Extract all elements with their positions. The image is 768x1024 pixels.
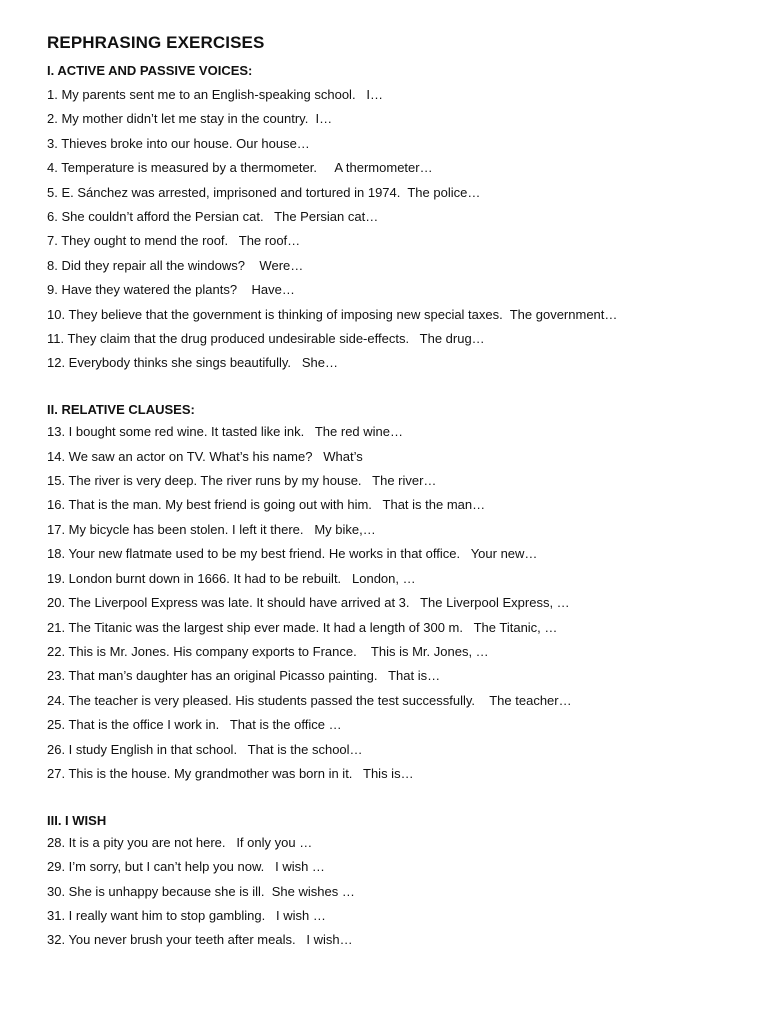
section-i-wish — [47, 811, 747, 953]
exercise-item: 8. Did they repair all the windows? Were… — [47, 257, 304, 273]
exercise-item: 21. The Titanic was the largest ship ever made. It had a length of 300 m. The Titanic, … — [47, 619, 558, 635]
exercise-item: 17. My bicycle has been stolen. I left it there. My bike,… — [47, 521, 376, 537]
exercise-list — [47, 83, 747, 376]
exercise-item: 5. E. Sánchez was arrested, imprisoned and tortured in 1974. The police… — [47, 184, 481, 200]
exercise-item: 32. You never brush your teeth after meals. I wish… — [47, 932, 353, 948]
section-heading: I. ACTIVE AND PASSIVE VOICES: — [47, 63, 253, 78]
section-active-passive — [47, 61, 747, 376]
exercise-item: 2. My mother didn’t let me stay in the country. I… — [47, 111, 333, 127]
exercise-item: 12. Everybody thinks she sings beautifully. She… — [47, 355, 338, 371]
exercise-item: 6. She couldn’t afford the Persian cat. The Persian cat… — [47, 209, 379, 225]
exercise-item: 29. I’m sorry, but I can’t help you now. I wish … — [47, 859, 325, 875]
exercise-item: 30. She is unhappy because she is ill. She wishes … — [47, 883, 355, 899]
exercise-item: 28. It is a pity you are not here. If only you … — [47, 834, 313, 850]
exercise-item: 23. That man’s daughter has an original Picasso painting. That is… — [47, 668, 441, 684]
exercise-item: 19. London burnt down in 1666. It had to be rebuilt. London, … — [47, 570, 416, 586]
section-heading: II. RELATIVE CLAUSES: — [47, 402, 195, 418]
exercise-item: 11. They claim that the drug produced undesirable side-effects. The drug… — [47, 331, 485, 347]
exercise-item: 25. That is the office I work in. That is the office … — [47, 717, 342, 733]
exercise-item: 27. This is the house. My grandmother was born in it. This is… — [47, 765, 414, 781]
exercise-item: 16. That is the man. My best friend is going out with him. That is the man… — [47, 497, 486, 513]
exercise-list — [47, 831, 747, 953]
exercise-item: 7. They ought to mend the roof. The roof… — [47, 233, 301, 249]
exercise-item: 1. My parents sent me to an English-speaking school. I… — [47, 87, 384, 102]
exercise-item: 24. The teacher is very pleased. His students passed the test successfully. The teacher… — [47, 692, 572, 708]
section-relative-clauses — [47, 400, 747, 786]
exercise-item: 9. Have they watered the plants? Have… — [47, 282, 295, 298]
exercise-item: 15. The river is very deep. The river runs by my house. The river… — [47, 473, 437, 489]
exercise-item: 13. I bought some red wine. It tasted like ink. The red wine… — [47, 424, 404, 440]
exercise-item: 3. Thieves broke into our house. Our house… — [47, 135, 310, 151]
exercise-item: 20. The Liverpool Express was late. It should have arrived at 3. The Liverpool Express, … — [47, 595, 570, 611]
exercise-item: 26. I study English in that school. That is the school… — [47, 741, 363, 757]
section-heading: III. I WISH — [47, 812, 107, 828]
exercise-item: 18. Your new flatmate used to be my best friend. He works in that office. Your new… — [47, 546, 538, 562]
exercise-item: 22. This is Mr. Jones. His company exports to France. This is Mr. Jones, … — [47, 643, 489, 659]
exercise-item: 31. I really want him to stop gambling. I wish … — [47, 907, 326, 923]
exercise-item: 4. Temperature is measured by a thermometer. A thermometer… — [47, 160, 433, 176]
document-page — [47, 31, 747, 953]
document-title: REPHRASING EXERCISES — [47, 33, 265, 52]
exercise-item: 14. We saw an actor on TV. What’s his name? What’s — [47, 448, 363, 464]
exercise-item: 10. They believe that the government is thinking of imposing new special taxes. The government… — [47, 306, 618, 322]
exercise-list — [47, 420, 747, 786]
